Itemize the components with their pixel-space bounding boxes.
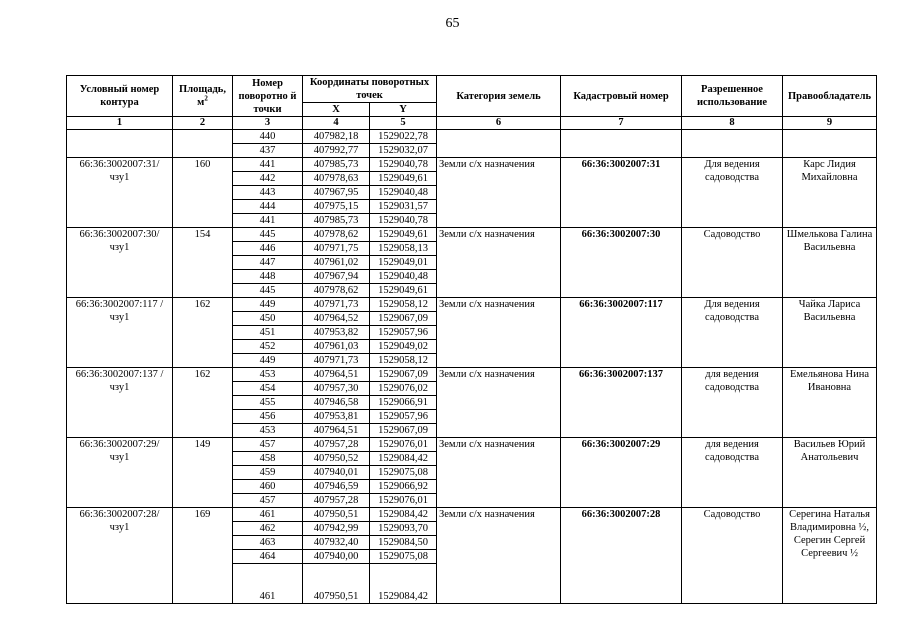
table-row — [67, 508, 877, 522]
point-number: 454 — [233, 382, 303, 396]
contour-number: 66:36:3002007:30/ чзу1 — [67, 228, 173, 298]
coord-x: 407978,62 — [303, 284, 370, 298]
coord-y: 1529031,57 — [370, 200, 437, 214]
column-number: 1 — [67, 117, 173, 130]
coord-y: 1529067,09 — [370, 368, 437, 382]
coord-x: 407971,73 — [303, 354, 370, 368]
table-body — [67, 130, 877, 604]
column-number: 6 — [437, 117, 561, 130]
point-number: 456 — [233, 410, 303, 424]
coord-y: 1529058,13 — [370, 242, 437, 256]
permitted-use: Для ведения садоводства — [682, 298, 783, 368]
coord-x: 407961,02 — [303, 256, 370, 270]
coord-y: 1529040,78 — [370, 158, 437, 172]
point-number: 447 — [233, 256, 303, 270]
coord-x: 407985,73 — [303, 214, 370, 228]
coord-x: 407964,51 — [303, 424, 370, 438]
coord-x: 407946,58 — [303, 396, 370, 410]
point-number: 453 — [233, 424, 303, 438]
area-value: 162 — [173, 298, 233, 368]
header-y: Y — [370, 103, 437, 117]
coord-y: 1529049,61 — [370, 172, 437, 186]
coord-x: 407950,51 — [303, 564, 370, 604]
contour-number: 66:36:3002007:137 /чзу1 — [67, 368, 173, 438]
point-number: 450 — [233, 312, 303, 326]
coord-y: 1529040,48 — [370, 270, 437, 284]
coord-x: 407957,28 — [303, 438, 370, 452]
area-value: 160 — [173, 158, 233, 228]
header-point: Номер поворотно й точки — [233, 76, 303, 117]
column-number: 3 — [233, 117, 303, 130]
point-number: 462 — [233, 522, 303, 536]
column-number: 8 — [682, 117, 783, 130]
point-number: 445 — [233, 284, 303, 298]
point-number: 448 — [233, 270, 303, 284]
coord-x: 407964,51 — [303, 368, 370, 382]
coord-x: 407971,75 — [303, 242, 370, 256]
coord-y: 1529040,48 — [370, 186, 437, 200]
coord-y: 1529022,78 — [370, 130, 437, 144]
contour-number: 66:36:3002007:29/ чзу1 — [67, 438, 173, 508]
cadastral-number: 66:36:3002007:117 — [561, 298, 682, 368]
area-value: 162 — [173, 368, 233, 438]
coord-x: 407946,59 — [303, 480, 370, 494]
contour-cell — [67, 130, 173, 158]
header-use: Разрешенное использование — [682, 76, 783, 117]
category-cell — [437, 130, 561, 158]
coord-y: 1529032,07 — [370, 144, 437, 158]
coord-y: 1529049,61 — [370, 228, 437, 242]
coord-y: 1529049,01 — [370, 256, 437, 270]
coord-x: 407932,40 — [303, 536, 370, 550]
coord-x: 407982,18 — [303, 130, 370, 144]
point-number: 442 — [233, 172, 303, 186]
coord-y: 1529076,02 — [370, 382, 437, 396]
point-number: 464 — [233, 550, 303, 564]
coord-y: 1529066,92 — [370, 480, 437, 494]
table-row — [67, 158, 877, 172]
coord-y: 1529084,42 — [370, 452, 437, 466]
contour-number: 66:36:3002007:117 /чзу1 — [67, 298, 173, 368]
table-row — [67, 438, 877, 452]
owner-name: Серегина Наталья Владимировна ½, Серегин Сергей Сергеевич ½ — [783, 508, 877, 604]
header-contour: Условный номер контура — [67, 76, 173, 117]
coord-y: 1529076,01 — [370, 438, 437, 452]
coord-x: 407950,52 — [303, 452, 370, 466]
table-row — [67, 298, 877, 312]
coord-y: 1529076,01 — [370, 494, 437, 508]
point-number: 453 — [233, 368, 303, 382]
header-area: Площадь, $м^2$ — [173, 76, 233, 117]
header-coords: Координаты поворотных точек — [303, 76, 437, 103]
permitted-use: Садоводство — [682, 228, 783, 298]
point-number: 455 — [233, 396, 303, 410]
owner-name: Карс Лидия Михайловна — [783, 158, 877, 228]
coord-y: 1529075,08 — [370, 550, 437, 564]
point-number: 444 — [233, 200, 303, 214]
coord-y: 1529058,12 — [370, 298, 437, 312]
cadastral-number: 66:36:3002007:29 — [561, 438, 682, 508]
point-number: 449 — [233, 354, 303, 368]
coord-x: 407957,30 — [303, 382, 370, 396]
land-category: Земли с/х назначения — [437, 298, 561, 368]
coord-x: 407961,03 — [303, 340, 370, 354]
coord-y: 1529040,78 — [370, 214, 437, 228]
coord-x: 407940,00 — [303, 550, 370, 564]
land-category: Земли с/х назначения — [437, 368, 561, 438]
area-value: 154 — [173, 228, 233, 298]
coord-x: 407992,77 — [303, 144, 370, 158]
point-number: 449 — [233, 298, 303, 312]
page-number: 65 — [445, 16, 460, 31]
coord-x: 407978,63 — [303, 172, 370, 186]
coord-y: 1529093,70 — [370, 522, 437, 536]
coord-y: 1529058,12 — [370, 354, 437, 368]
coord-y: 1529057,96 — [370, 326, 437, 340]
column-number: 7 — [561, 117, 682, 130]
coord-y: 1529075,08 — [370, 466, 437, 480]
permitted-use: Для ведения садоводства — [682, 158, 783, 228]
coord-x: 407967,94 — [303, 270, 370, 284]
cadastral-number: 66:36:3002007:28 — [561, 508, 682, 604]
cadastral-cell — [561, 130, 682, 158]
land-plots-table — [66, 75, 877, 604]
permitted-use: для ведения садоводства — [682, 438, 783, 508]
coord-y: 1529084,42 — [370, 508, 437, 522]
point-number: 445 — [233, 228, 303, 242]
coord-x: 407975,15 — [303, 200, 370, 214]
point-number: 441 — [233, 158, 303, 172]
column-number: 2 — [173, 117, 233, 130]
coord-x: 407940,01 — [303, 466, 370, 480]
point-number: 452 — [233, 340, 303, 354]
contour-number: 66:36:3002007:31/ чзу1 — [67, 158, 173, 228]
coord-x: 407967,95 — [303, 186, 370, 200]
land-category: Земли с/х назначения — [437, 438, 561, 508]
column-number: 9 — [783, 117, 877, 130]
point-number: 437 — [233, 144, 303, 158]
cadastral-number: 66:36:3002007:30 — [561, 228, 682, 298]
area-cell — [173, 130, 233, 158]
column-numbers-row — [67, 117, 877, 130]
coord-y: 1529084,42 — [370, 564, 437, 604]
header-cadastral: Кадастровый номер — [561, 76, 682, 117]
coord-x: 407942,99 — [303, 522, 370, 536]
header-category: Категория земель — [437, 76, 561, 117]
permitted-use: Садоводство — [682, 508, 783, 604]
point-number: 443 — [233, 186, 303, 200]
use-cell — [682, 130, 783, 158]
coord-y: 1529049,61 — [370, 284, 437, 298]
coord-y: 1529066,91 — [370, 396, 437, 410]
cadastral-number: 66:36:3002007:137 — [561, 368, 682, 438]
table-row — [67, 368, 877, 382]
point-number: 457 — [233, 438, 303, 452]
coord-y: 1529049,02 — [370, 340, 437, 354]
table-row — [67, 228, 877, 242]
owner-name: Емельянова Нина Ивановна — [783, 368, 877, 438]
land-category: Земли с/х назначения — [437, 508, 561, 604]
land-category: Земли с/х назначения — [437, 228, 561, 298]
area-value: 169 — [173, 508, 233, 604]
column-number: 4 — [303, 117, 370, 130]
contour-number: 66:36:3002007:28/ чзу1 — [67, 508, 173, 604]
point-number: 457 — [233, 494, 303, 508]
point-number: 460 — [233, 480, 303, 494]
point-number: 463 — [233, 536, 303, 550]
area-value: 149 — [173, 438, 233, 508]
coord-x: 407985,73 — [303, 158, 370, 172]
coord-y: 1529067,09 — [370, 312, 437, 326]
point-number: 446 — [233, 242, 303, 256]
point-number: 461 — [233, 508, 303, 522]
coord-y: 1529067,09 — [370, 424, 437, 438]
header-x: X — [303, 103, 370, 117]
header-owner: Правообладатель — [783, 76, 877, 117]
point-number: 461 — [233, 564, 303, 604]
coord-x: 407953,81 — [303, 410, 370, 424]
land-category: Земли с/х назначения — [437, 158, 561, 228]
point-number: 441 — [233, 214, 303, 228]
coord-x: 407971,73 — [303, 298, 370, 312]
coord-x: 407950,51 — [303, 508, 370, 522]
coord-x: 407964,52 — [303, 312, 370, 326]
coord-y: 1529084,50 — [370, 536, 437, 550]
point-number: 451 — [233, 326, 303, 340]
point-number: 458 — [233, 452, 303, 466]
owner-name: Шмелькова Галина Васильевна — [783, 228, 877, 298]
coord-y: 1529057,96 — [370, 410, 437, 424]
coord-x: 407957,28 — [303, 494, 370, 508]
owner-name: Чайка Лариса Васильевна — [783, 298, 877, 368]
coord-x: 407953,82 — [303, 326, 370, 340]
owner-name: Васильев Юрий Анатольевич — [783, 438, 877, 508]
point-number: 440 — [233, 130, 303, 144]
permitted-use: для ведения садоводства — [682, 368, 783, 438]
table-row — [67, 130, 877, 144]
cadastral-number: 66:36:3002007:31 — [561, 158, 682, 228]
coord-x: 407978,62 — [303, 228, 370, 242]
column-number: 5 — [370, 117, 437, 130]
owner-cell — [783, 130, 877, 158]
point-number: 459 — [233, 466, 303, 480]
